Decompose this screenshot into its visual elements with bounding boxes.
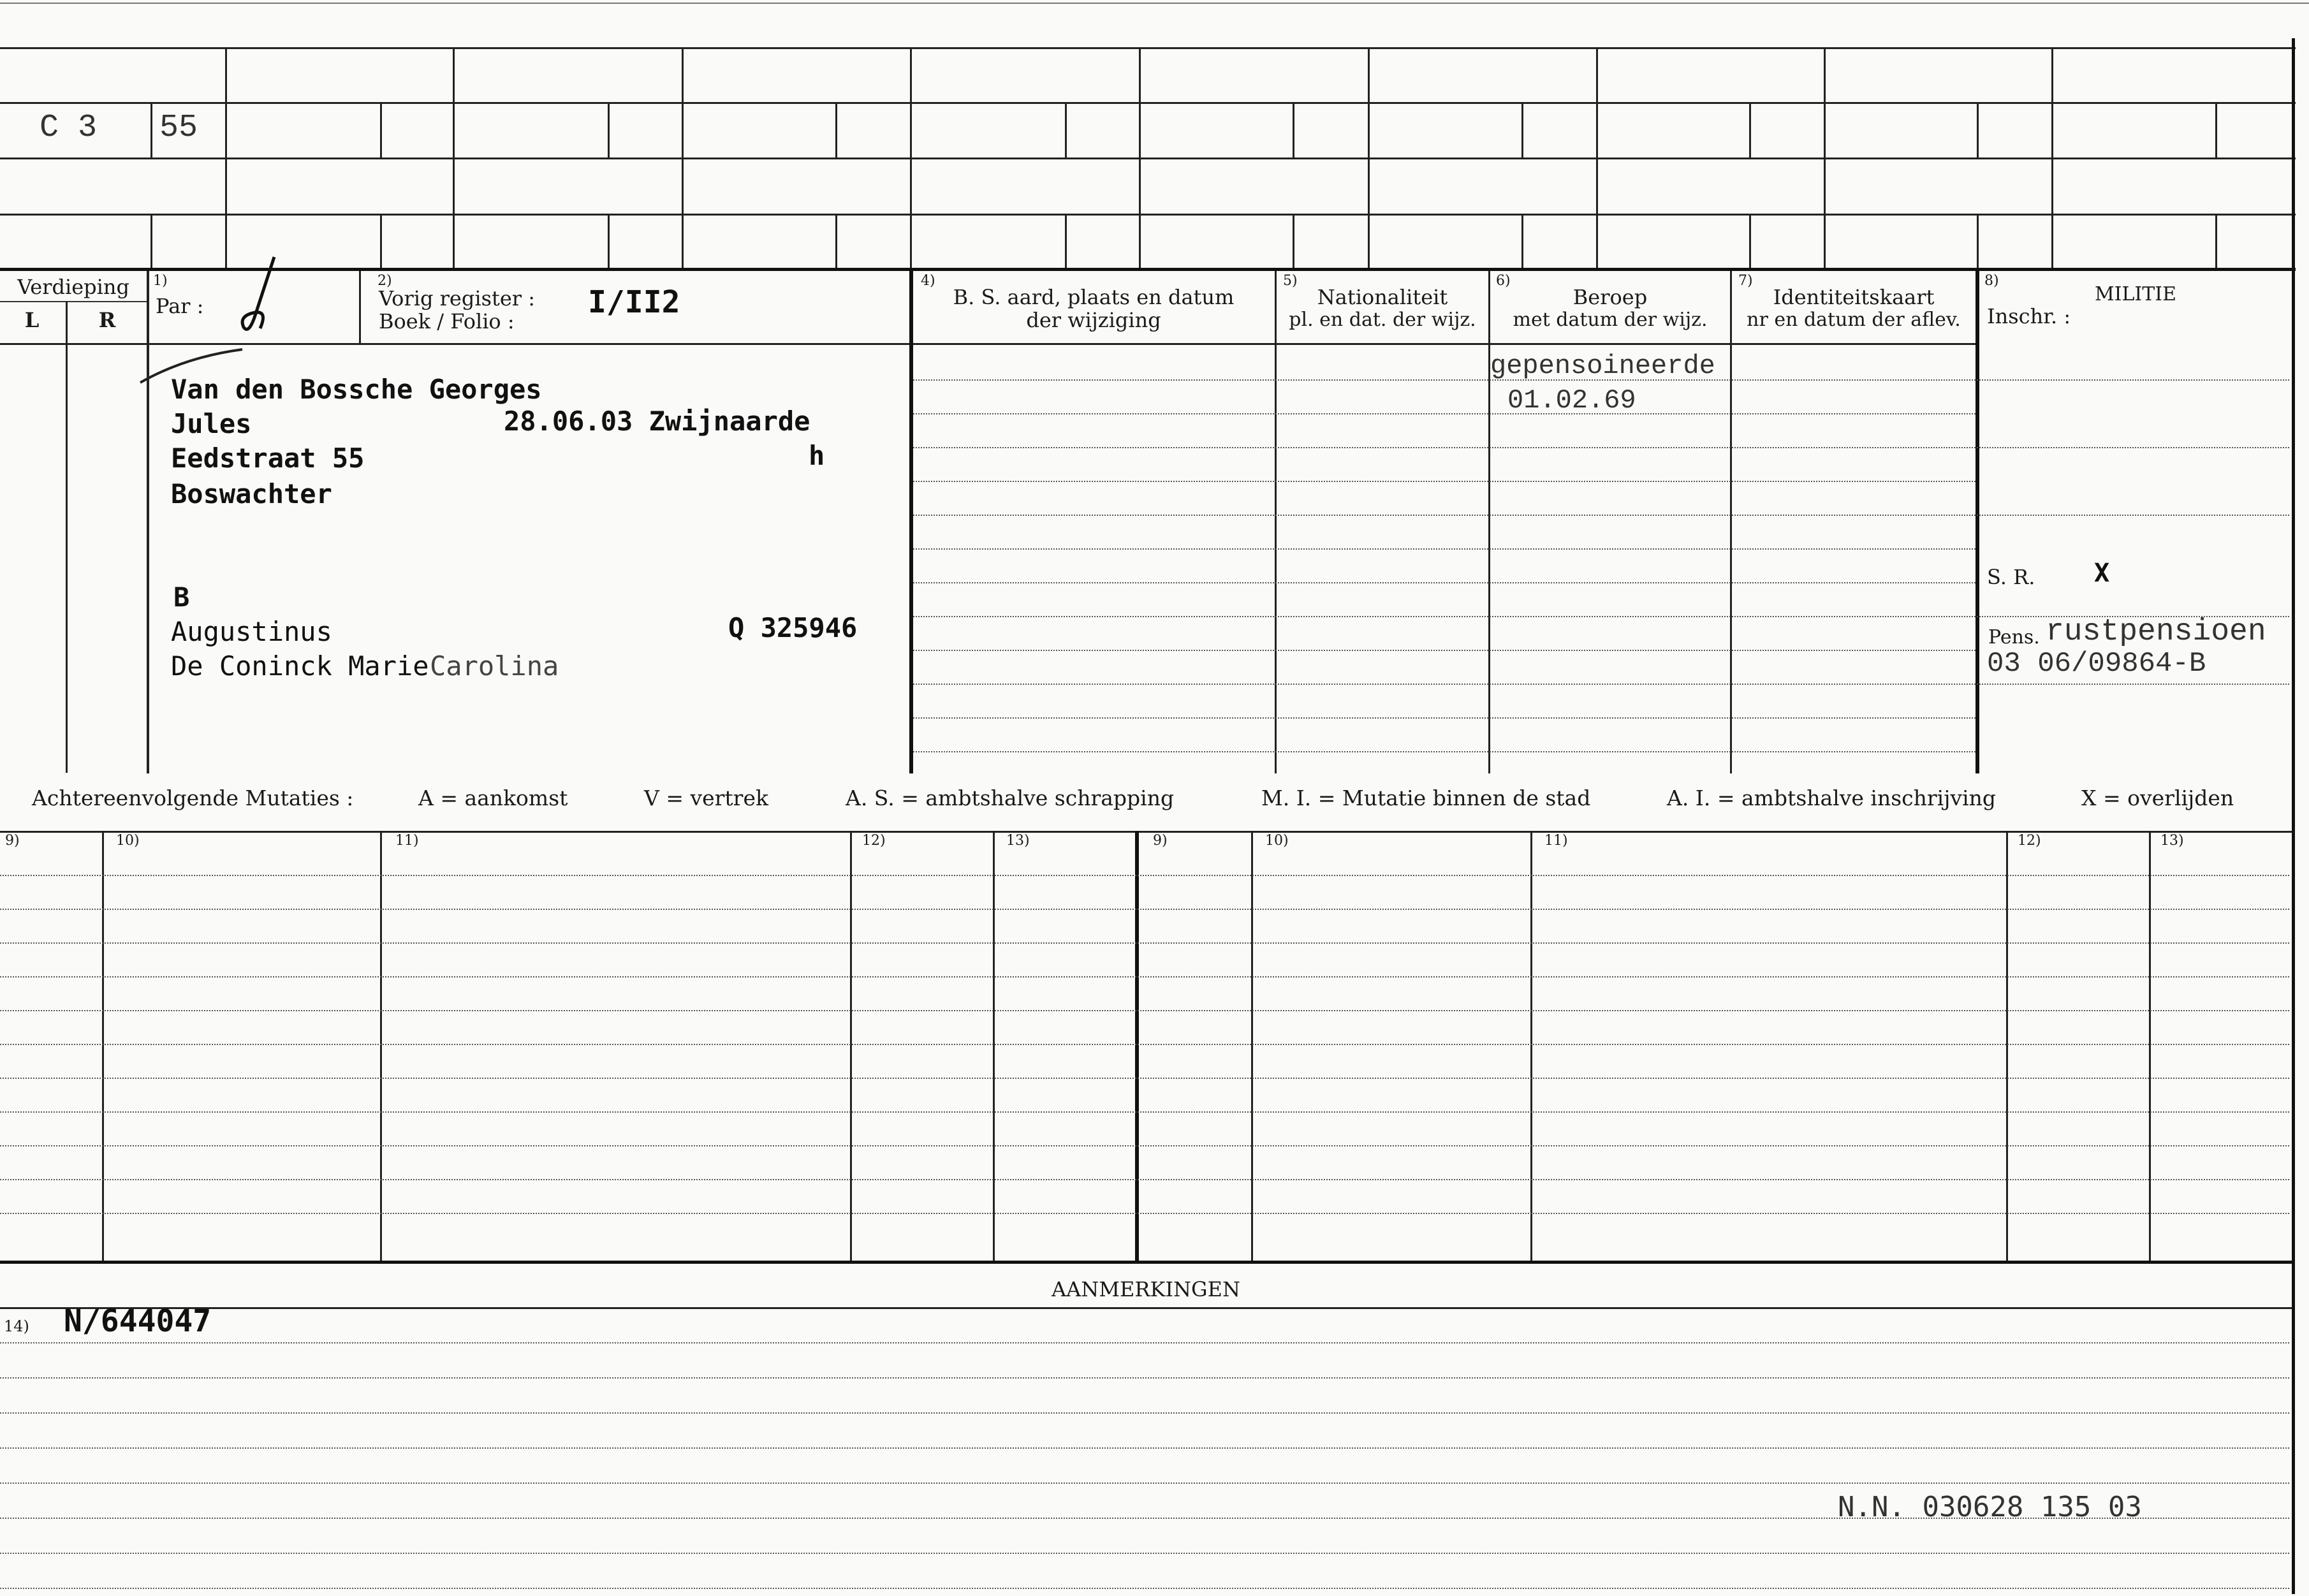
remarks-number: 14) [4, 1317, 29, 1335]
ref-letter: C 3 [40, 110, 98, 146]
legend-departure: V = vertrek [644, 786, 768, 810]
person-name: Van den Bossche Georges [171, 374, 542, 405]
remarks-title: AANMERKINGEN [1052, 1277, 1240, 1301]
id-number: 7) [1738, 273, 1753, 289]
nat-header-1: Nationaliteit [1317, 285, 1448, 309]
mut-col-11b: 11) [1544, 833, 1568, 849]
bs-header-2: der wijziging [1026, 308, 1161, 332]
ref-number: 55 [159, 110, 198, 146]
col-l-label: L [24, 308, 40, 332]
remarks-title-rule [0, 1307, 2292, 1309]
par-label: Par : [156, 294, 204, 318]
vorig-value: I/II2 [588, 284, 680, 320]
legend-title: Achtereenvolgende Mutaties : [32, 786, 354, 810]
person-address: Eedstraat 55 [171, 443, 365, 474]
mut-col-12b: 12) [2018, 833, 2041, 849]
mut-col-9a: 9) [5, 833, 20, 849]
beroep-header-1: Beroep [1572, 285, 1648, 309]
par-scribble [230, 252, 300, 341]
mut-col-13b: 13) [2160, 833, 2184, 849]
mut-col-9b: 9) [1153, 833, 1168, 849]
person-birth: 28.06.03 Zwijnaarde [504, 406, 810, 437]
bs-number: 4) [921, 273, 935, 289]
person-first-name: Jules [171, 408, 252, 439]
sr-value: X [2094, 559, 2110, 588]
beroep-number: 6) [1496, 273, 1511, 289]
militie-title: MILITIE [2094, 283, 2177, 305]
boek-label: Boek / Folio : [379, 309, 515, 333]
militie-inschr: Inschr. : [1987, 304, 2071, 328]
legend-death: X = overlijden [2081, 786, 2234, 810]
person-mother: De Coninck Marie [171, 650, 429, 682]
bs-header-1: B. S. aard, plaats en datum [953, 285, 1235, 309]
pens-value: rustpensioen [2046, 615, 2266, 649]
legend-arrival: A = aankomst [418, 786, 568, 810]
mut-col-13a: 13) [1006, 833, 1030, 849]
pens-label: Pens. [1988, 626, 2040, 648]
mut-col-10a: 10) [116, 833, 140, 849]
pens-number: 03 06/09864-B [1987, 648, 2206, 680]
legend-mi: M. I. = Mutatie binnen de stad [1261, 786, 1591, 810]
person-father: Augustinus [171, 616, 332, 647]
id-header-2: nr en datum der aflev. [1747, 309, 1961, 331]
sr-label: S. R. [1987, 565, 2035, 589]
remarks-entry: N/644047 [64, 1303, 212, 1339]
legend-bottom-rule [0, 831, 2292, 833]
national-number: N.N. 030628 135 03 [1838, 1491, 2142, 1523]
mut-col-10b: 10) [1265, 833, 1289, 849]
vorig-number: 2) [378, 273, 392, 289]
militie-number: 8) [1984, 273, 1999, 289]
par-number: 1) [153, 273, 168, 289]
verdieping-label: Verdieping [17, 275, 129, 299]
person-mother-hand: Carolina [430, 650, 559, 682]
person-code: B [173, 582, 190, 613]
mut-col-12a: 12) [862, 833, 886, 849]
mut-col-11a: 11) [395, 833, 419, 849]
person-sex: h [809, 440, 825, 471]
legend-as: A. S. = ambtshalve schrapping [846, 786, 1175, 810]
beroep-entry: gepensoineerde [1490, 351, 1715, 381]
person-occupation: Boswachter [171, 478, 332, 509]
legend-ai: A. I. = ambtshalve inschrijving [1667, 786, 1997, 810]
nat-number: 5) [1283, 273, 1298, 289]
pen-stroke [134, 344, 249, 389]
beroep-date: 01.02.69 [1507, 385, 1636, 416]
id-header-1: Identiteitskaart [1773, 285, 1935, 309]
vorig-label: Vorig register : [379, 286, 536, 311]
col-r-label: R [98, 308, 116, 332]
beroep-header-2: met datum der wijz. [1513, 309, 1708, 331]
nat-header-2: pl. en dat. der wijz. [1289, 309, 1476, 331]
person-q-number: Q 325946 [728, 612, 858, 643]
